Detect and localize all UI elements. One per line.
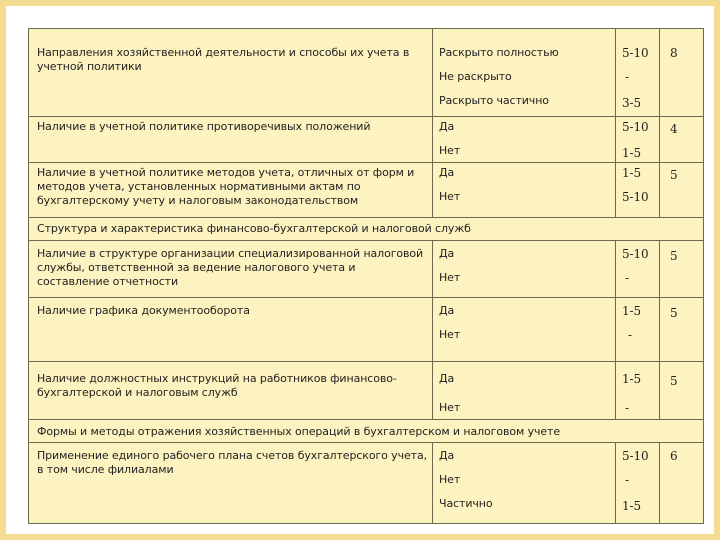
criterion-cell: Наличие в структуре организации специализированной налоговой службы, ответственной за ведение налогового учета и составление отчетности (37, 247, 424, 288)
score-range-cell: 5-10 (622, 190, 649, 204)
max-score-cell: 5 (670, 374, 678, 388)
score-range-cell: 1-5 (622, 166, 642, 180)
criterion-cell: Наличие должностных инструкций на работников финансово-бухгалтерской и налоговым служб (37, 372, 397, 399)
score-range-cell: - (625, 401, 629, 415)
row-divider (29, 217, 703, 218)
option-cell: Да (439, 449, 455, 462)
section-heading: Структура и характеристика финансово-бухгалтерской и налоговой служб (37, 222, 471, 235)
column-divider (659, 240, 660, 419)
scoring-table (28, 28, 704, 524)
score-range-cell: - (628, 328, 632, 342)
option-cell: Нет (439, 271, 461, 284)
criterion-cell: Применение единого рабочего плана счетов бухгалтерского учета, в том числе филиалами (37, 449, 427, 476)
option-cell: Нет (439, 190, 461, 203)
option-cell: Да (439, 166, 455, 179)
max-score-cell: 6 (670, 449, 678, 463)
option-cell: Да (439, 120, 455, 133)
score-range-cell: 3-5 (622, 96, 642, 110)
option-cell: Раскрыто частично (439, 94, 549, 107)
column-divider (432, 442, 433, 524)
max-score-cell: 4 (670, 122, 678, 136)
criterion-cell: Наличие в учетной политике противоречивых положений (37, 120, 371, 133)
column-divider (615, 29, 616, 217)
max-score-cell: 5 (670, 168, 678, 182)
option-cell: Частично (439, 497, 493, 510)
max-score-cell: 5 (670, 306, 678, 320)
row-divider (29, 361, 703, 362)
max-score-cell: 8 (670, 46, 678, 60)
score-range-cell: 1-5 (622, 146, 642, 160)
score-range-cell: - (625, 70, 629, 84)
score-range-cell: 5-10 (622, 46, 649, 60)
row-divider (29, 116, 703, 117)
column-divider (432, 29, 433, 217)
column-divider (615, 240, 616, 419)
column-divider (659, 29, 660, 217)
option-cell: Не раскрыто (439, 70, 512, 83)
score-range-cell: 5-10 (622, 247, 649, 261)
score-range-cell: 1-5 (622, 372, 642, 386)
score-range-cell: 5-10 (622, 120, 649, 134)
option-cell: Раскрыто полностью (439, 46, 559, 59)
option-cell: Нет (439, 144, 461, 157)
row-divider (29, 162, 703, 163)
row-divider (29, 419, 703, 420)
row-divider (29, 297, 703, 298)
option-cell: Нет (439, 473, 461, 486)
column-divider (659, 442, 660, 524)
score-range-cell: 1-5 (622, 304, 642, 318)
score-range-cell: - (625, 473, 629, 487)
criterion-cell: Направления хозяйственной деятельности и способы их учета в учетной политики (37, 46, 410, 73)
column-divider (615, 442, 616, 524)
option-cell: Нет (439, 328, 461, 341)
criterion-cell: Наличие графика документооборота (37, 304, 250, 317)
score-range-cell: - (625, 271, 629, 285)
score-range-cell: 1-5 (622, 499, 642, 513)
section-heading: Формы и методы отражения хозяйственных операций в бухгалтерском и налоговом учете (37, 425, 561, 438)
option-cell: Да (439, 304, 455, 317)
option-cell: Да (439, 247, 455, 260)
score-range-cell: 5-10 (622, 449, 649, 463)
row-divider (29, 442, 703, 443)
max-score-cell: 5 (670, 249, 678, 263)
row-divider (29, 240, 703, 241)
column-divider (432, 240, 433, 419)
option-cell: Да (439, 372, 455, 385)
criterion-cell: Наличие в учетной политике методов учета, отличных от форм и методов учета, установленных нормативными актам по бухгалтерскому учету и налоговым законодательством (37, 166, 415, 207)
option-cell: Нет (439, 401, 461, 414)
